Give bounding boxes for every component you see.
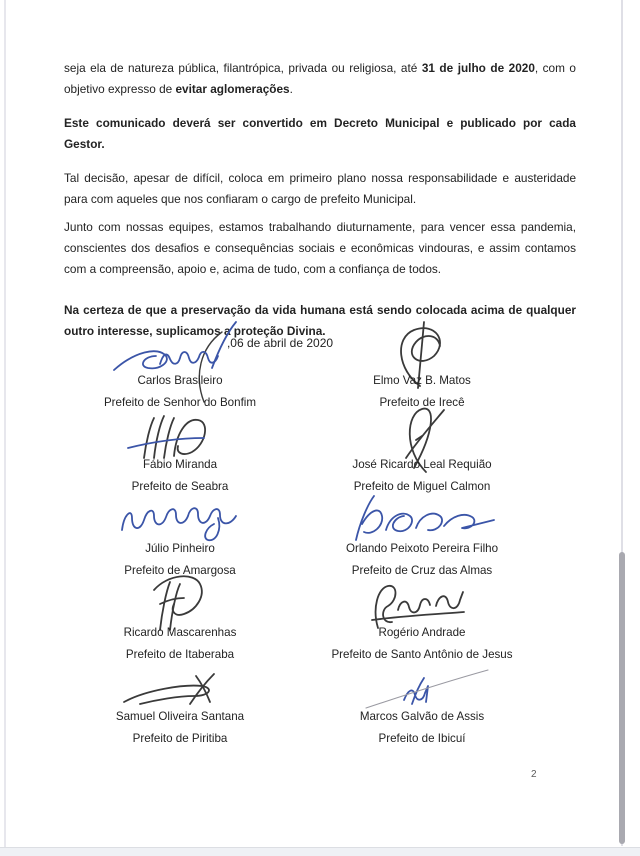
text-segment: evitar aglomerações xyxy=(175,82,290,96)
page-number: 2 xyxy=(531,769,537,780)
signer-name: Fábio Miranda xyxy=(142,458,218,471)
letter-body xyxy=(64,58,576,342)
signature-column-left xyxy=(40,350,320,770)
signer-name: Orlando Peixoto Pereira Filho xyxy=(345,542,499,555)
signer-name: Elmo Vaz B. Matos xyxy=(373,374,471,387)
page-left-edge xyxy=(4,0,6,856)
signer-title: Prefeito de Irecê xyxy=(379,396,465,409)
paragraph xyxy=(64,113,576,155)
text-segment: 31 de julho de 2020 xyxy=(421,61,535,75)
text-segment: Este comunicado deverá ser convertido em Decreto Municipal e publicado por cada Gestor. xyxy=(64,116,576,151)
signer-title: Prefeito de Amargosa xyxy=(124,564,236,577)
signer-name: Samuel Oliveira Santana xyxy=(115,710,245,723)
signer-name: Júlio Pinheiro xyxy=(145,542,215,555)
text-segment: . xyxy=(289,82,293,96)
signer-title: Prefeito de Itaberaba xyxy=(125,648,235,661)
text-segment: Na certeza de que a preservação da vida humana está sendo colocada acima de qualquer outro interesse, suplicamos a proteção Divina. xyxy=(64,303,576,338)
signer-name: José Ricardo Leal Requião xyxy=(352,458,492,471)
paragraph xyxy=(64,168,576,210)
signer-title: Prefeito de Santo Antônio de Jesus xyxy=(331,648,513,661)
page-bottom-edge xyxy=(0,847,640,856)
text-segment: Junto com nossas equipes, estamos trabalhando diuturnamente, para vencer essa pandemia, conscientes dos desafios e consequências sociais e econômicas vindouras, e assim contamos com a compreensão, apoio e, acima de tudo, com a confiança de todos. xyxy=(64,220,576,276)
scrollbar-thumb[interactable] xyxy=(619,552,625,844)
signer-name: Rogério Andrade xyxy=(378,626,466,639)
date-line: ,06 de abril de 2020 xyxy=(226,336,334,350)
paragraph xyxy=(64,58,576,100)
paragraph xyxy=(64,217,576,280)
signer-block xyxy=(40,686,320,770)
signer-title: Prefeito de Seabra xyxy=(131,480,229,493)
signature-column-right xyxy=(282,350,562,770)
signer-name: Marcos Galvão de Assis xyxy=(359,710,485,723)
text-segment: seja ela de natureza pública, filantrópica, privada ou religiosa, até xyxy=(64,61,422,75)
signer-title: Prefeito de Cruz das Almas xyxy=(351,564,493,577)
signer-title: Prefeito de Miguel Calmon xyxy=(353,480,491,493)
text-segment: , com o objetivo expresso de xyxy=(64,61,576,96)
signer-title: Prefeito de Ibicuí xyxy=(378,732,466,745)
signer-block xyxy=(282,686,562,770)
signer-name: Ricardo Mascarenhas xyxy=(123,626,237,639)
signer-title: Prefeito de Senhor do Bonfim xyxy=(103,396,257,409)
text-segment: Tal decisão, apesar de difícil, coloca em primeiro plano nossa responsabilidade e austeridade para com aqueles que nos confiaram o cargo de prefeito Municipal. xyxy=(64,171,576,206)
signer-name: Carlos Brasileiro xyxy=(137,374,223,387)
signer-title: Prefeito de Piritiba xyxy=(132,732,228,745)
